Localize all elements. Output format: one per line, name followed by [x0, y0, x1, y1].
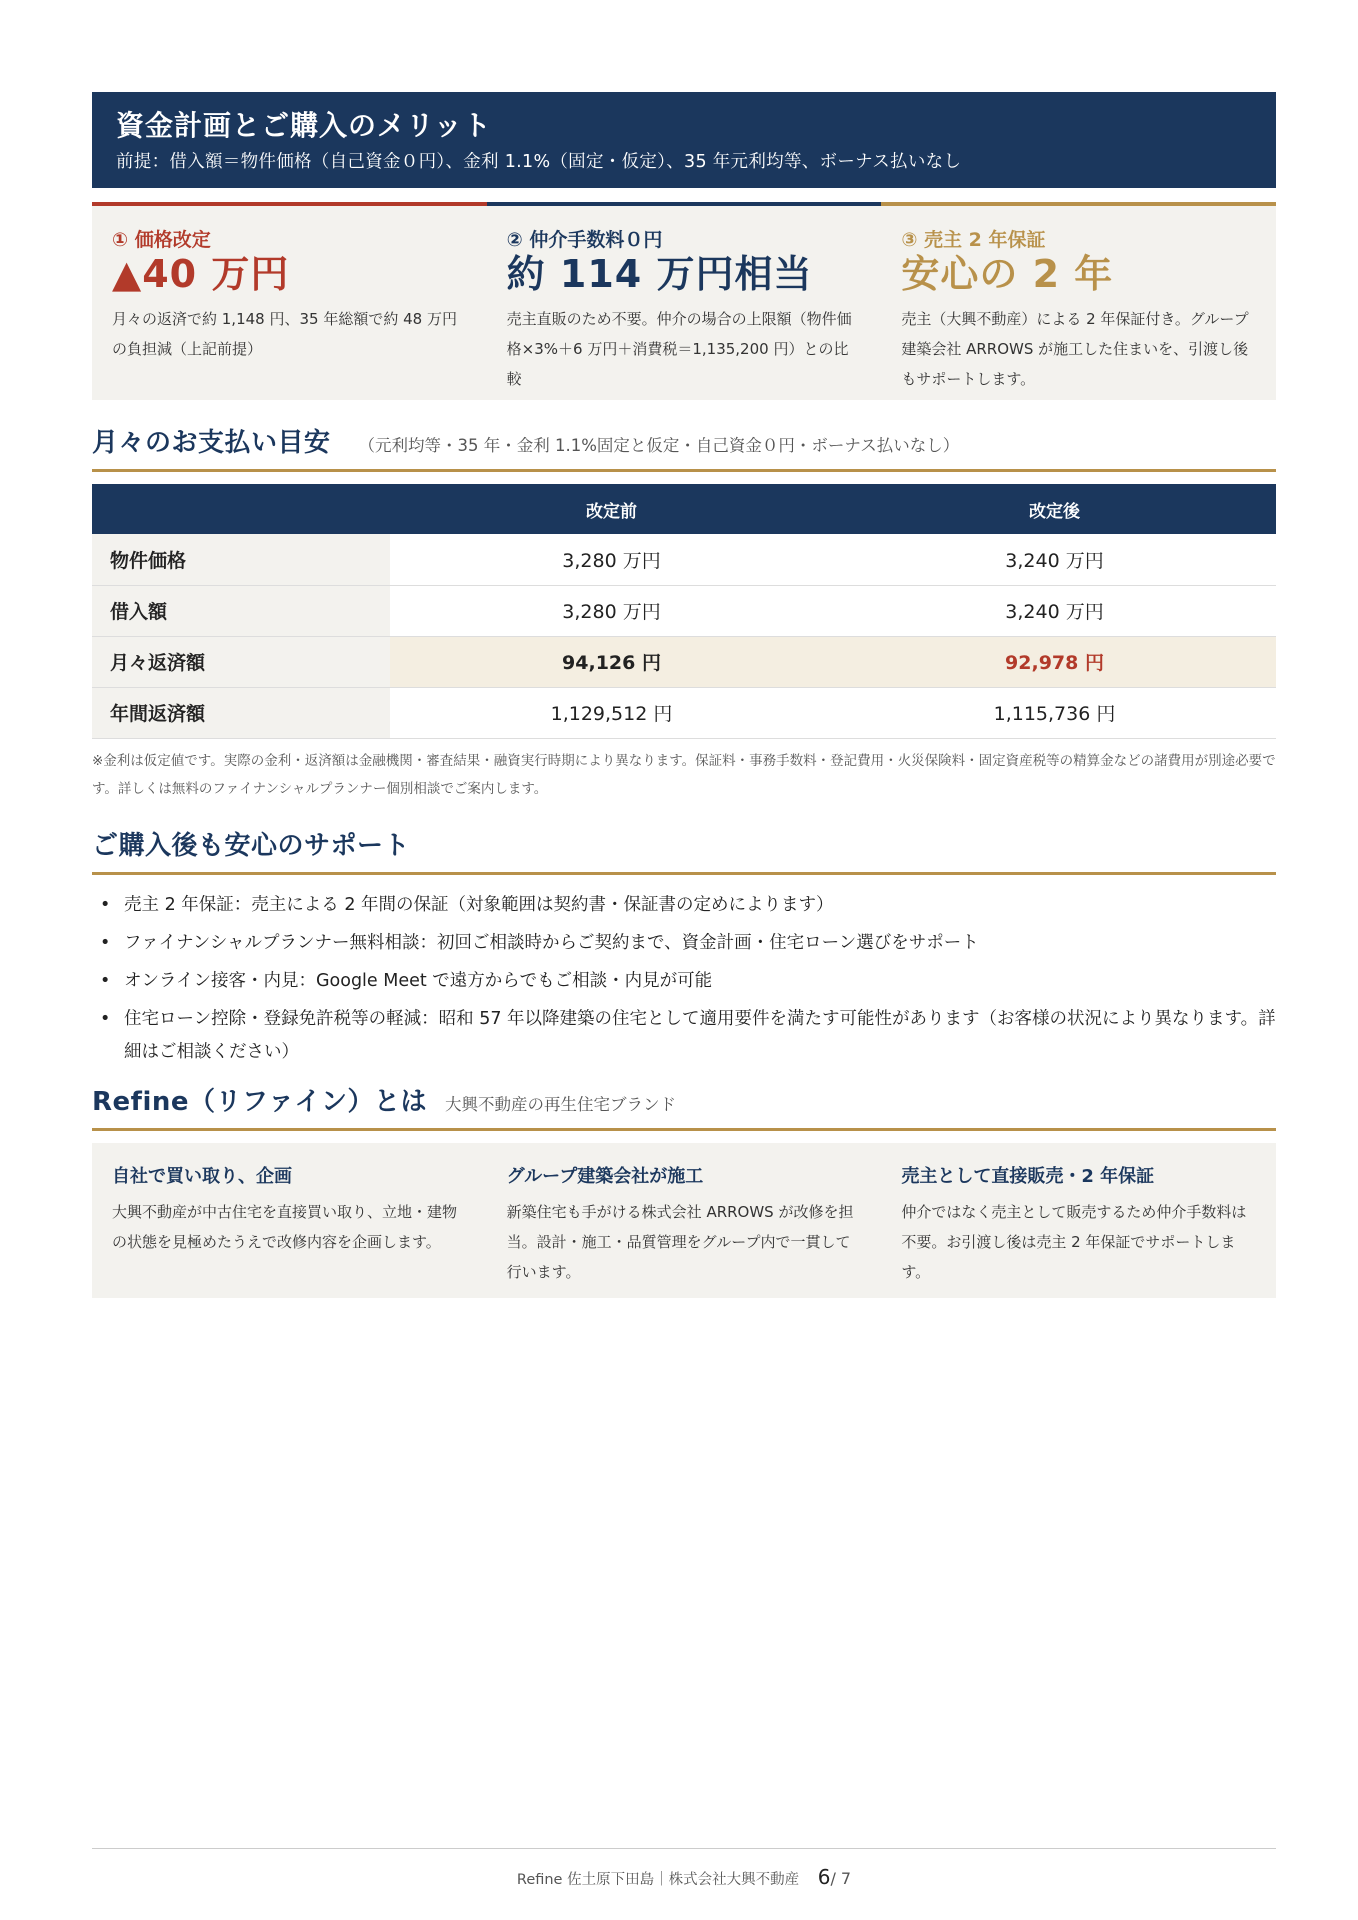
refine-feature	[92, 1143, 487, 1298]
refine-feature	[881, 1143, 1276, 1298]
section-title: 月々のお支払い目安	[92, 428, 331, 458]
table-row	[92, 687, 1276, 738]
cell-after: 92,978 円	[833, 636, 1276, 687]
merit-card-warranty	[881, 202, 1276, 400]
section-note: （元利均等・35 年・金利 1.1%固定と仮定・自己資金０円・ボーナス払いなし）	[358, 436, 960, 455]
page-subtitle: 前提：借入額＝物件価格（自己資金０円）、金利 1.1%（固定・仮定）、35 年元利均等、ボーナス払いなし	[116, 152, 962, 172]
table-row	[92, 585, 1276, 636]
support-section	[92, 825, 1276, 1069]
merit-value: 安心の 2 年	[901, 252, 1114, 296]
table-footnote: ※金利は仮定値です。実際の金利・返済額は金融機関・審査結果・融資実行時期により異なります。保証料・事務手数料・登記費用・火災保険料・固定資産税等の精算金などの諸費用が別途必要です。詳しくは無料のファイナンシャルプランナー個別相談でご案内します。	[92, 752, 1276, 797]
table-row-highlight	[92, 636, 1276, 687]
section-header	[92, 422, 1276, 472]
table-header-row	[92, 484, 1276, 534]
refine-feature-title: 売主として直接販売・2 年保証	[901, 1165, 1155, 1187]
row-label: 年間返済額	[92, 687, 390, 738]
row-label: 月々返済額	[92, 636, 390, 687]
refine-feature-title: グループ建築会社が施工	[506, 1165, 704, 1187]
list-item: • オンライン接客・内見：Google Meet で遠方からでもご相談・内見が可能	[92, 965, 1276, 998]
cell-after: 3,240 万円	[833, 585, 1276, 636]
merit-cards	[92, 202, 1276, 400]
support-list	[92, 889, 1276, 1069]
merit-label: ③ 売主 2 年保証	[901, 229, 1046, 251]
refine-feature-title: 自社で買い取り、企画	[112, 1165, 292, 1187]
table-header-after: 改定後	[833, 484, 1276, 534]
refine-section	[92, 1081, 1276, 1298]
cell-before: 94,126 円	[390, 636, 833, 687]
list-item: • 住宅ローン控除・登録免許税等の軽減：昭和 57 年以降建築の住宅として適用要件を満たす可能性があります（お客様の状況により異なります。詳細はご相談ください）	[92, 1003, 1276, 1069]
merit-description: 月々の返済で約 1,148 円、35 年総額で約 48 万円の負担減（上記前提）	[112, 310, 457, 358]
merit-label: ② 仲介手数料０円	[506, 229, 663, 251]
merit-card-commission-free	[487, 202, 882, 400]
section-header	[92, 1081, 1276, 1131]
cell-after: 3,240 万円	[833, 534, 1276, 585]
section-header	[92, 825, 1276, 875]
merit-label: ① 価格改定	[112, 229, 211, 251]
table-row	[92, 534, 1276, 585]
table-header-blank	[92, 484, 390, 534]
list-item: • ファイナンシャルプランナー無料相談：初回ご相談時からご契約まで、資金計画・住宅ローン選びをサポート	[92, 927, 1276, 960]
header-banner	[92, 92, 1276, 188]
page-title: 資金計画とご購入のメリット	[116, 109, 492, 142]
payment-table	[92, 484, 1276, 739]
merit-description: 売主（大興不動産）による 2 年保証付き。グループ建築会社 ARROWS が施工した住まいを、引渡し後もサポートします。	[901, 310, 1249, 388]
refine-feature-boxes	[92, 1143, 1276, 1298]
merit-description: 売主直販のため不要。仲介の場合の上限額（物件価格×3%＋6 万円＋消費税＝1,135,200 円）との比較	[506, 310, 852, 388]
list-item: • 売主 2 年保証：売主による 2 年間の保証（対象範囲は契約書・保証書の定めによります）	[92, 889, 1276, 922]
table-header-before: 改定前	[390, 484, 833, 534]
merit-card-price-revision	[92, 202, 487, 400]
page-footer	[92, 1848, 1276, 1889]
page-number: 6	[817, 1865, 831, 1889]
section-note: 大興不動産の再生住宅ブランド	[445, 1094, 677, 1114]
section-title: ご購入後も安心のサポート	[92, 830, 411, 861]
payment-section	[92, 422, 1276, 803]
refine-feature-desc: 新築住宅も手がける株式会社 ARROWS が改修を担当。設計・施工・品質管理をグループ内で一貫して行います。	[506, 1202, 854, 1281]
cell-before: 3,280 万円	[390, 585, 833, 636]
merit-value: ▲40 万円	[112, 252, 290, 296]
cell-after: 1,115,736 円	[833, 687, 1276, 738]
merit-value: 約 114 万円相当	[506, 252, 813, 296]
footer-text: Refine 佐土原下田島｜株式会社大興不動産	[516, 1872, 800, 1888]
refine-feature-desc: 大興不動産が中古住宅を直接買い取り、立地・建物の状態を見極めたうえで改修内容を企画します。	[112, 1202, 458, 1251]
row-label: 借入額	[92, 585, 390, 636]
refine-feature	[487, 1143, 882, 1298]
page	[92, 92, 1276, 1298]
refine-feature-desc: 仲介ではなく売主として販売するため仲介手数料は不要。お引渡し後は売主 2 年保証でサポートします。	[901, 1202, 1247, 1281]
page-total: / 7	[830, 1869, 852, 1888]
section-title: Refine（リファイン）とは	[92, 1086, 428, 1117]
cell-before: 1,129,512 円	[390, 687, 833, 738]
row-label: 物件価格	[92, 534, 390, 585]
cell-before: 3,280 万円	[390, 534, 833, 585]
